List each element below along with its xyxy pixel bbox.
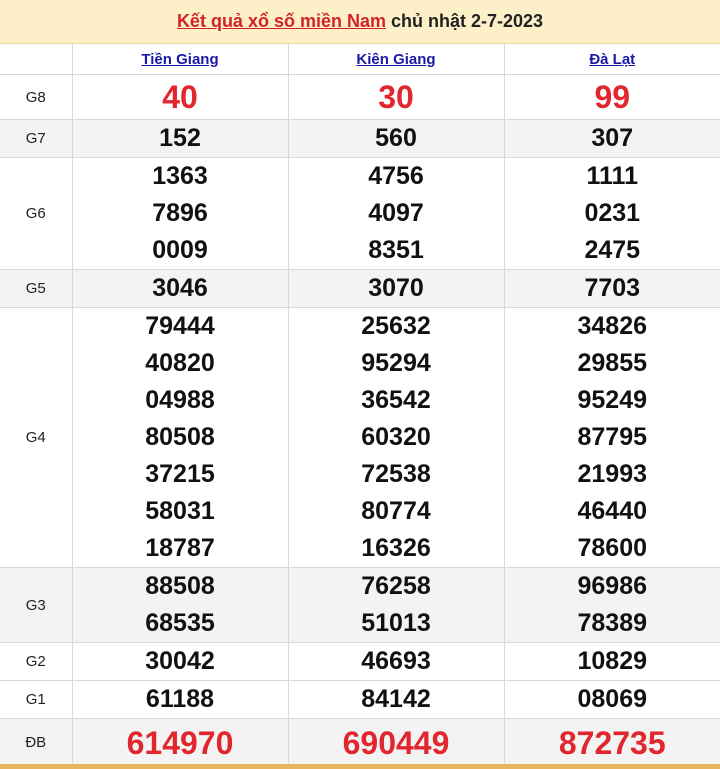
prize-cell — [288, 308, 504, 568]
winning-number: 690449 — [342, 724, 450, 761]
prize-label: G4 — [0, 308, 72, 568]
winning-number: 87795 — [577, 423, 648, 451]
results-date-text: chủ nhật 2-7-2023 — [391, 11, 544, 31]
winning-number: 25632 — [361, 312, 431, 340]
prize-row-g7 — [0, 120, 720, 158]
prize-cell — [504, 158, 720, 270]
prize-cell — [504, 75, 720, 120]
winning-number: 78389 — [577, 609, 648, 637]
winning-number: 95294 — [361, 349, 431, 377]
winning-number: 72538 — [361, 460, 431, 488]
winning-number: 88508 — [145, 572, 215, 600]
prize-cell — [504, 568, 720, 643]
winning-number: 96986 — [577, 572, 648, 600]
winning-number: 7896 — [152, 199, 208, 227]
winning-number: 3046 — [152, 274, 208, 302]
prize-cell — [504, 120, 720, 158]
winning-number: 95249 — [577, 386, 648, 414]
prize-cell — [288, 120, 504, 158]
winning-number: 60320 — [361, 423, 431, 451]
prize-cell — [288, 158, 504, 270]
winning-number: 152 — [159, 124, 201, 152]
prize-cell — [504, 308, 720, 568]
prize-cell — [288, 643, 504, 681]
winning-number: 16326 — [361, 534, 431, 562]
winning-number: 08069 — [577, 685, 648, 713]
prize-cell — [504, 270, 720, 308]
winning-number: 30042 — [145, 647, 215, 675]
winning-number: 0231 — [584, 199, 641, 227]
prize-label: G7 — [0, 120, 72, 158]
winning-number: 46693 — [361, 647, 431, 675]
title-bar — [0, 0, 720, 44]
prize-cell — [72, 719, 288, 767]
winning-number: 21993 — [577, 460, 648, 488]
prize-row-g4 — [0, 308, 720, 568]
prize-cell — [504, 681, 720, 719]
winning-number: 78600 — [577, 534, 648, 562]
winning-number: 99 — [594, 79, 631, 115]
winning-number: 560 — [375, 124, 417, 152]
prize-cell — [72, 75, 288, 120]
winning-number: 79444 — [145, 312, 215, 340]
winning-number: 51013 — [361, 609, 431, 637]
prize-cell — [72, 568, 288, 643]
winning-number: 1363 — [152, 162, 208, 190]
winning-number: 30 — [378, 79, 414, 115]
winning-number: 80774 — [361, 497, 431, 525]
winning-number: 10829 — [577, 647, 648, 675]
winning-number: 61188 — [145, 685, 215, 713]
prize-row-g6 — [0, 158, 720, 270]
prize-cell — [288, 568, 504, 643]
prize-column-header — [0, 44, 72, 75]
winning-number: 872735 — [558, 724, 666, 761]
prize-label: G8 — [0, 75, 72, 120]
prize-row-g3 — [0, 568, 720, 643]
prize-row-g1 — [0, 681, 720, 719]
prize-row-g8 — [0, 75, 720, 120]
winning-number: 04988 — [145, 386, 215, 414]
winning-number: 8351 — [368, 236, 424, 264]
prize-row-g2 — [0, 643, 720, 681]
winning-number: 1111 — [586, 162, 638, 190]
province-header-row — [0, 44, 720, 75]
winning-number: 614970 — [126, 724, 234, 761]
prize-cell — [72, 681, 288, 719]
province-link-kien-giang[interactable]: Kiên Giang — [356, 50, 436, 68]
province-link-tien-giang[interactable]: Tiền Giang — [141, 50, 219, 68]
winning-number: 307 — [591, 124, 634, 152]
winning-number: 36542 — [361, 386, 431, 414]
province-header — [504, 44, 720, 75]
bottom-accent-bar — [0, 764, 720, 769]
prize-cell — [504, 643, 720, 681]
prize-label: G1 — [0, 681, 72, 719]
prize-cell — [288, 681, 504, 719]
prize-label: ĐB — [0, 719, 72, 767]
prize-label: G6 — [0, 158, 72, 270]
prize-cell — [288, 270, 504, 308]
province-header — [288, 44, 504, 75]
winning-number: 3070 — [368, 274, 424, 302]
winning-number: 18787 — [145, 534, 215, 562]
prize-cell — [72, 120, 288, 158]
prize-label: G5 — [0, 270, 72, 308]
winning-number: 7703 — [584, 274, 641, 302]
results-table — [0, 44, 720, 767]
winning-number: 46440 — [577, 497, 648, 525]
winning-number: 2475 — [584, 236, 641, 264]
winning-number: 0009 — [152, 236, 208, 264]
prize-row-db — [0, 719, 720, 767]
prize-cell — [72, 643, 288, 681]
province-header — [72, 44, 288, 75]
winning-number: 58031 — [145, 497, 215, 525]
winning-number: 76258 — [361, 572, 431, 600]
winning-number: 84142 — [361, 685, 431, 713]
winning-number: 37215 — [145, 460, 215, 488]
results-body — [0, 75, 720, 767]
prize-cell — [504, 719, 720, 767]
winning-number: 40820 — [145, 349, 215, 377]
prize-row-g5 — [0, 270, 720, 308]
winning-number: 68535 — [145, 609, 215, 637]
winning-number: 40 — [162, 79, 198, 115]
prize-cell — [72, 308, 288, 568]
province-link-da-lat[interactable]: Đà Lạt — [589, 50, 636, 68]
prize-cell — [288, 719, 504, 767]
winning-number: 4756 — [368, 162, 424, 190]
results-title-link[interactable]: Kết quả xổ số miền Nam — [176, 11, 386, 31]
prize-label: G3 — [0, 568, 72, 643]
winning-number: 4097 — [368, 199, 424, 227]
prize-label: G2 — [0, 643, 72, 681]
prize-cell — [72, 158, 288, 270]
winning-number: 34826 — [577, 312, 648, 340]
winning-number: 29855 — [577, 349, 648, 377]
winning-number: 80508 — [145, 423, 215, 451]
prize-cell — [288, 75, 504, 120]
prize-cell — [72, 270, 288, 308]
